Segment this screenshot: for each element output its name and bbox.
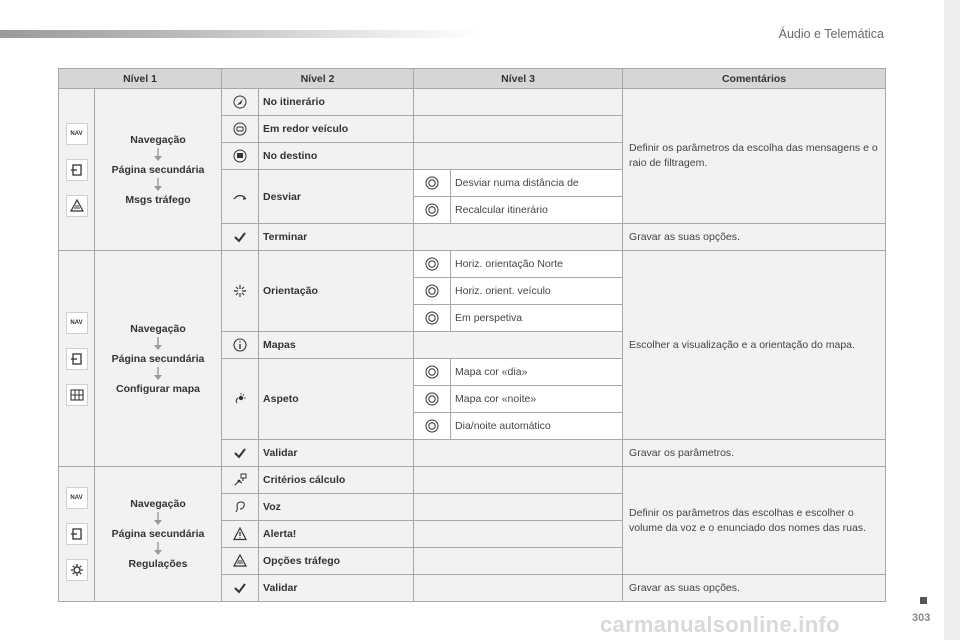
arrow-down-icon: [153, 178, 163, 192]
navigation-path: [95, 251, 222, 467]
voice-icon: [222, 494, 259, 521]
header-gradient-bar: [0, 30, 480, 38]
destination-icon: [222, 143, 259, 170]
table-row: [59, 467, 886, 494]
arrow-down-icon: [153, 542, 163, 556]
map-grid-icon: [66, 384, 88, 406]
on-route-icon: [222, 89, 259, 116]
level3-empty: [414, 143, 623, 170]
path-step: Regulações: [128, 558, 188, 570]
level3-empty: [414, 521, 623, 548]
level2-label: No destino: [259, 143, 414, 170]
path-step: Navegação: [130, 133, 186, 146]
level3-empty: [414, 440, 623, 467]
table-row: [59, 251, 886, 278]
level3-label: Recalcular itinerário: [451, 197, 623, 224]
level2-label: Validar: [259, 575, 414, 602]
detour-icon: [222, 170, 259, 224]
level3-empty: [414, 332, 623, 359]
level2-label: No itinerário: [259, 89, 414, 116]
comment: Gravar as suas opções.: [623, 575, 886, 602]
level2-label: Mapas: [259, 332, 414, 359]
level3-empty: [414, 467, 623, 494]
level3-empty: [414, 575, 623, 602]
level3-label: Horiz. orient. veículo: [451, 278, 623, 305]
level2-label: Alerta!: [259, 521, 414, 548]
section-title: Áudio e Telemática: [778, 27, 884, 41]
page-edge-bar: [944, 0, 960, 640]
info-icon: [222, 332, 259, 359]
level3-label: Mapa cor «noite»: [451, 386, 623, 413]
path-step: Navegação: [130, 322, 186, 335]
path-step: Configurar mapa: [116, 382, 201, 395]
level1-icons: [59, 467, 95, 602]
comment: Gravar as suas opções.: [623, 224, 886, 251]
orientation-icon: [222, 251, 259, 332]
level3-label: Dia/noite automático: [451, 413, 623, 440]
level1-icons: [59, 89, 95, 251]
comment: Definir os parâmetros da escolha das mensagens e o raio de filtragem.: [623, 89, 886, 224]
col-header-comments: Comentários: [623, 69, 886, 89]
nav-icon: NAV: [66, 487, 88, 509]
radio-option-icon: [414, 251, 451, 278]
arrow-down-icon: [153, 148, 163, 162]
col-header-level2: Nível 2: [222, 69, 414, 89]
page-marker: [920, 597, 927, 604]
level3-label: Mapa cor «dia»: [451, 359, 623, 386]
traffic-messages-icon: [66, 195, 88, 217]
radio-option-icon: [414, 305, 451, 332]
arrow-down-icon: [153, 512, 163, 526]
col-header-level1: Nível 1: [59, 69, 222, 89]
radio-option-icon: [414, 197, 451, 224]
menu-page-icon: [66, 523, 88, 545]
level2-label: Voz: [259, 494, 414, 521]
around-vehicle-icon: [222, 116, 259, 143]
menu-page-icon: [66, 348, 88, 370]
radio-option-icon: [414, 413, 451, 440]
navigation-path: [95, 89, 222, 251]
arrow-down-icon: [153, 337, 163, 351]
level3-empty: [414, 494, 623, 521]
level3-empty: [414, 89, 623, 116]
path-step: Página secundária: [111, 163, 205, 176]
radio-option-icon: [414, 359, 451, 386]
path-step: Página secundária: [111, 352, 205, 365]
path-step: Página secundária: [111, 528, 205, 540]
level2-label: Terminar: [259, 224, 414, 251]
check-icon: [222, 224, 259, 251]
level2-label: Orientação: [259, 251, 414, 332]
col-header-level3: Nível 3: [414, 69, 623, 89]
level2-label: Opções tráfego: [259, 548, 414, 575]
level2-label: Aspeto: [259, 359, 414, 440]
level3-label: Em perspetiva: [451, 305, 623, 332]
check-icon: [222, 575, 259, 602]
route-criteria-icon: [222, 467, 259, 494]
level2-label: Em redor veículo: [259, 116, 414, 143]
day-night-icon: [222, 359, 259, 440]
comment: Escolher a visualização e a orientação do mapa.: [623, 251, 886, 440]
level3-empty: [414, 116, 623, 143]
traffic-options-icon: [222, 548, 259, 575]
level1-icons: [59, 251, 95, 467]
level3-label: Horiz. orientação Norte: [451, 251, 623, 278]
level2-label: Validar: [259, 440, 414, 467]
level3-empty: [414, 224, 623, 251]
radio-option-icon: [414, 278, 451, 305]
comment: Gravar os parâmetros.: [623, 440, 886, 467]
check-icon: [222, 440, 259, 467]
level2-label: Critérios cálculo: [259, 467, 414, 494]
menu-table: [58, 68, 886, 602]
radio-option-icon: [414, 386, 451, 413]
path-step: Msgs tráfego: [125, 193, 191, 206]
level3-empty: [414, 548, 623, 575]
navigation-path: [95, 467, 222, 602]
comment: Definir os parâmetros das escolhas e escolher o volume da voz e o enunciado dos nomes das ruas.: [623, 467, 886, 575]
menu-page-icon: [66, 159, 88, 181]
nav-icon: NAV: [66, 312, 88, 334]
arrow-down-icon: [153, 367, 163, 381]
path-step: Navegação: [130, 498, 186, 510]
nav-icon: NAV: [66, 123, 88, 145]
settings-icon: [66, 559, 88, 581]
alert-icon: [222, 521, 259, 548]
radio-option-icon: [414, 170, 451, 197]
table-row: [59, 89, 886, 116]
level3-label: Desviar numa distância de: [451, 170, 623, 197]
page-number: 303: [912, 612, 931, 624]
level2-label: Desviar: [259, 170, 414, 224]
watermark: carmanualsonline.info: [600, 612, 840, 637]
